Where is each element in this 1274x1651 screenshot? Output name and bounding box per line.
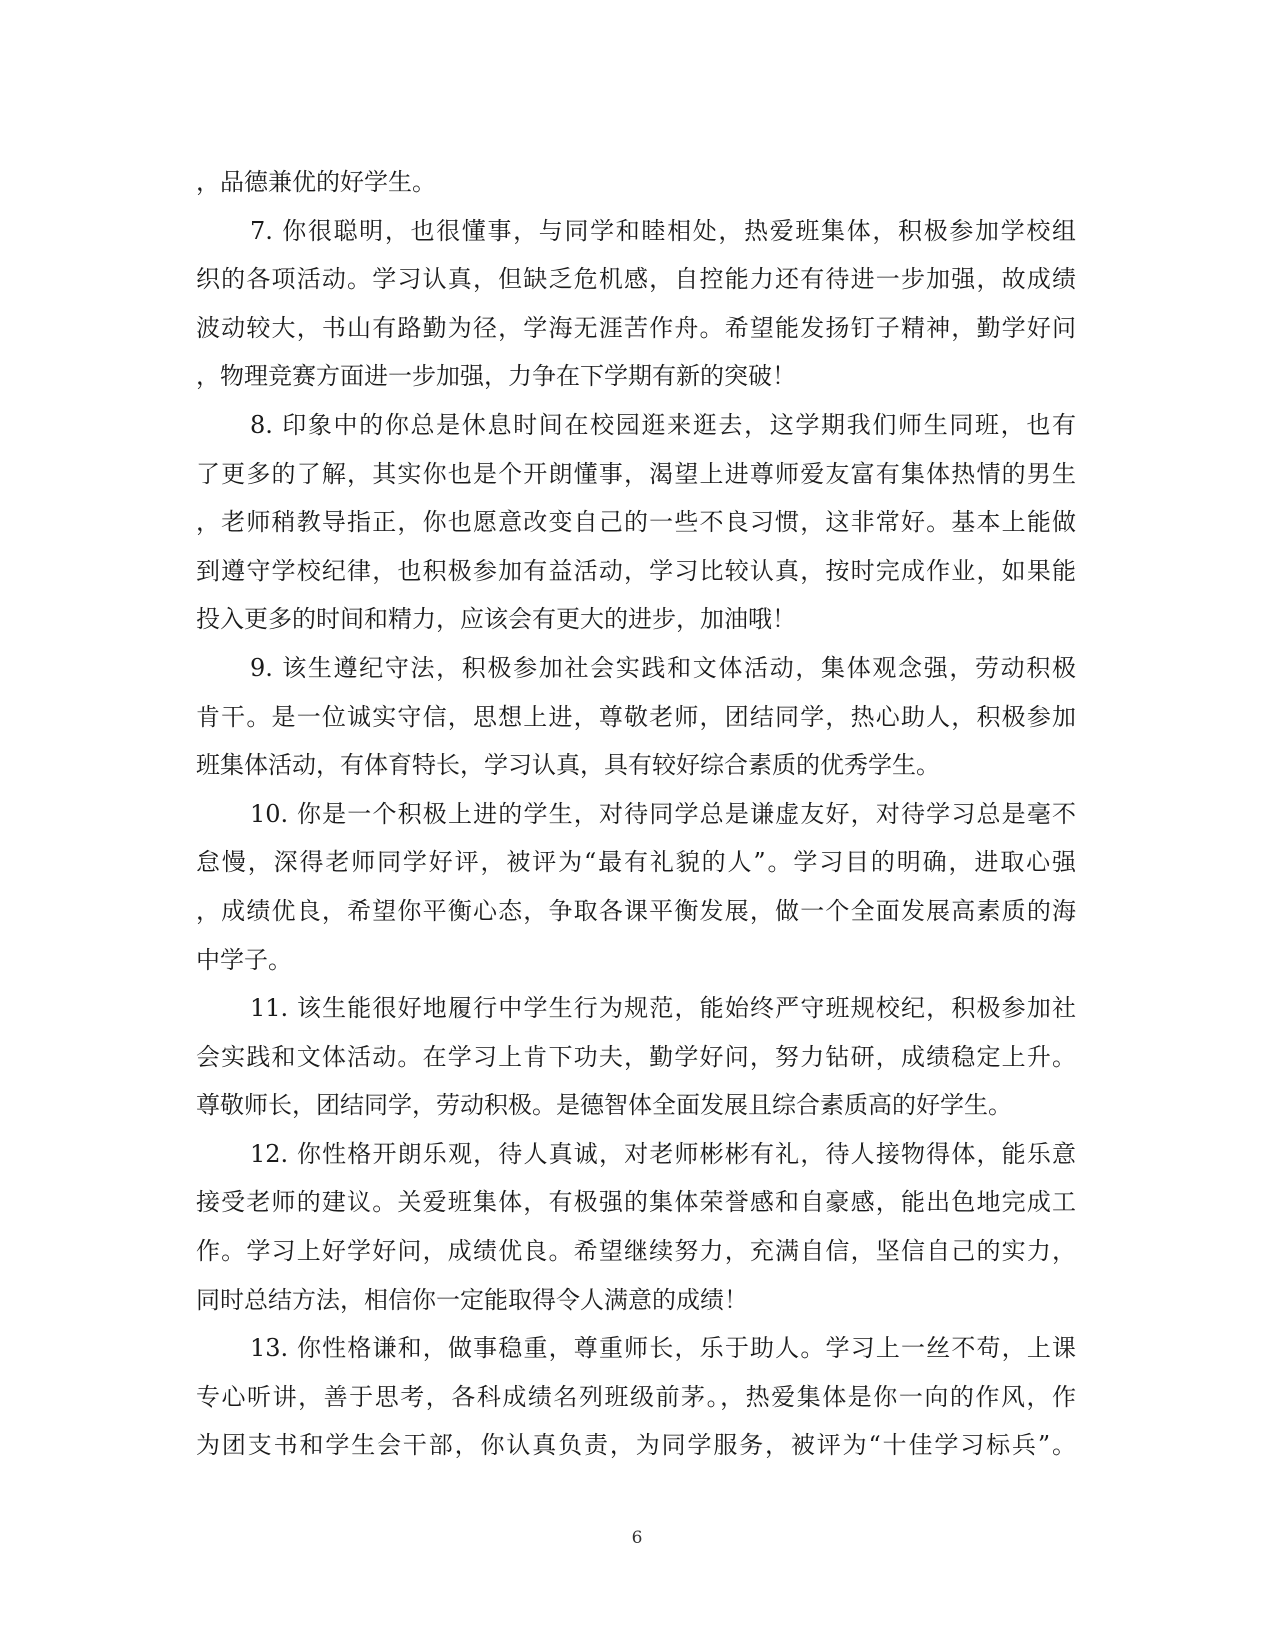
text-line: 为团支书和学生会干部，你认真负责，为同学服务，被评为“十佳学习标兵”。	[196, 1431, 1076, 1460]
text-line: 13. 你性格谦和，做事稳重，尊重师长，乐于助人。学习上一丝不苟，上课	[250, 1334, 1076, 1363]
text-line: 专心听讲，善于思考，各科成绩名列班级前茅。，热爱集体是你一向的作风，作	[196, 1382, 1076, 1411]
text-line: ，成绩优良，希望你平衡心态，争取各课平衡发展，做一个全面发展高素质的海	[196, 896, 1076, 925]
page-number: 6	[631, 1528, 643, 1548]
body-text	[196, 158, 1076, 1470]
text-line: 11. 该生能很好地履行中学生行为规范，能始终严守班规校纪，积极参加社	[250, 994, 1076, 1023]
text-line: 12. 你性格开朗乐观，待人真诚，对老师彬彬有礼，待人接物得体，能乐意	[250, 1139, 1076, 1168]
text-line: ，老师稍教导指正，你也愿意改变自己的一些不良习惯，这非常好。基本上能做	[196, 508, 1076, 537]
text-line: 尊敬师长，团结同学，劳动积极。是德智体全面发展且综合素质高的好学生。	[196, 1091, 1012, 1120]
text-line: 作。学习上好学好问，成绩优良。希望继续努力，充满自信，坚信自己的实力，	[196, 1237, 1076, 1266]
text-line: 怠慢，深得老师同学好评，被评为“最有礼貌的人”。学习目的明确，进取心强	[196, 848, 1076, 877]
text-line: 投入更多的时间和精力，应该会有更大的进步，加油哦！	[196, 605, 796, 634]
text-line: 波动较大，书山有路勤为径，学海无涯苦作舟。希望能发扬钉子精神，勤学好问	[196, 313, 1076, 342]
text-line: 会实践和文体活动。在学习上肯下功夫，勤学好问，努力钻研，成绩稳定上升。	[196, 1042, 1076, 1071]
text-line: ，品德兼优的好学生。	[196, 168, 436, 196]
text-line: 10. 你是一个积极上进的学生，对待同学总是谦虚友好，对待学习总是毫不	[250, 799, 1076, 828]
text-line: 了更多的了解，其实你也是个开朗懂事，渴望上进尊师爱友富有集体热情的男生	[196, 459, 1076, 488]
text-line: ，物理竞赛方面进一步加强，力争在下学期有新的突破！	[196, 362, 796, 391]
text-line: 到遵守学校纪律，也积极参加有益活动，学习比较认真，按时完成作业，如果能	[196, 556, 1076, 585]
text-line: 同时总结方法，相信你一定能取得令人满意的成绩！	[196, 1285, 748, 1314]
text-line: 肯干。是一位诚实守信，思想上进，尊敬老师，团结同学，热心助人，积极参加	[196, 702, 1076, 731]
text-line: 接受老师的建议。关爱班集体，有极强的集体荣誉感和自豪感，能出色地完成工	[196, 1188, 1076, 1217]
text-line: 7. 你很聪明，也很懂事，与同学和睦相处，热爱班集体，积极参加学校组	[250, 216, 1076, 245]
text-line: 班集体活动，有体育特长，学习认真，具有较好综合素质的优秀学生。	[196, 751, 940, 780]
text-line: 8. 印象中的你总是休息时间在校园逛来逛去，这学期我们师生同班，也有	[250, 410, 1076, 439]
text-line: 9. 该生遵纪守法，积极参加社会实践和文体活动，集体观念强，劳动积极	[250, 653, 1076, 682]
text-line: 织的各项活动。学习认真，但缺乏危机感，自控能力还有待进一步加强，故成绩	[196, 265, 1076, 294]
text-line: 中学子。	[196, 945, 292, 974]
